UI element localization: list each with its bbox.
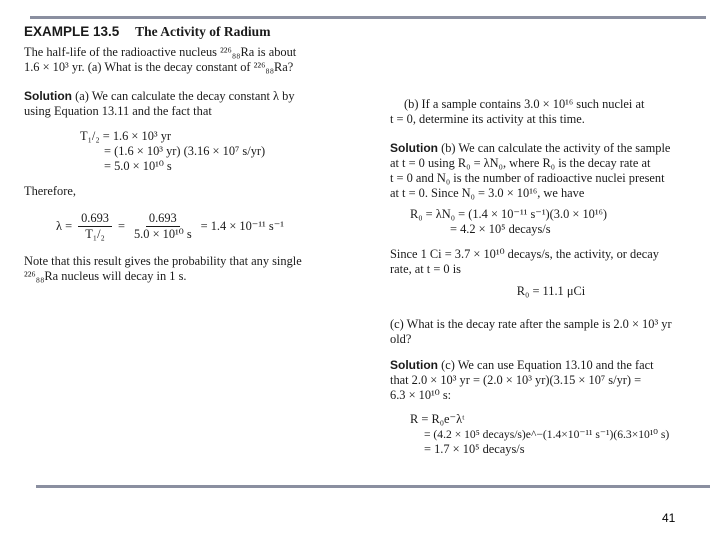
fraction-1-numerator: 0.693 bbox=[78, 211, 112, 227]
page-number: 41 bbox=[662, 511, 676, 525]
example-heading bbox=[24, 24, 370, 39]
top-rule bbox=[30, 16, 706, 19]
bottom-rule bbox=[36, 485, 710, 488]
part-c-line-1: (c) What is the decay rate after the sample is 2.0 × 10³ yr bbox=[390, 317, 672, 331]
fraction-1-denominator: T₁/₂ bbox=[85, 227, 105, 241]
part-c-line-2: old? bbox=[390, 332, 412, 346]
lambda-equation: λ = $\frac{0.693}{\text{T₁/₂}}$ = $\frac{0.693}{\text{5.0 × 10¹⁰ s}}$ = 1.4 × 10⁻¹¹ s⁻¹ bbox=[56, 211, 284, 241]
therefore-text: Therefore, bbox=[24, 184, 76, 198]
solution-c-text-1: (c) We can use Equation 13.10 and the fact bbox=[441, 358, 654, 372]
fraction-2 bbox=[131, 211, 195, 242]
left-column bbox=[24, 24, 370, 284]
half-life-eq-2: = (1.6 × 10³ yr) (3.16 × 10⁷ s/yr) bbox=[104, 144, 266, 158]
solution-b-line-3: t = 0 and N₀ is the number of radioactive nuclei present bbox=[390, 171, 665, 185]
activity-eq-2: = 4.2 × 10⁵ decays/s bbox=[450, 222, 551, 236]
solution-label: Solution bbox=[24, 89, 72, 103]
solution-a-line-1 bbox=[24, 89, 370, 104]
intro-line-2: 1.6 × 10³ yr. (a) What is the decay constant of ²²⁶₈₈Ra? bbox=[24, 60, 294, 74]
solution-a-line-2: using Equation 13.11 and the fact that bbox=[24, 104, 212, 118]
note-line-2: ²²⁶₈₈Ra nucleus will decay in 1 s. bbox=[24, 269, 187, 283]
note-line-1: Note that this result gives the probability that any single bbox=[24, 254, 302, 268]
fraction-2-denominator: 5.0 × 10¹⁰ s bbox=[133, 227, 192, 241]
intro-line-1: The half-life of the radioactive nucleus ²²⁶₈₈Ra is about bbox=[24, 45, 297, 59]
solution-b-line-1 bbox=[390, 141, 712, 156]
fraction-1 bbox=[78, 211, 112, 242]
solution-c-line-2: that 2.0 × 10³ yr = (2.0 × 10³ yr)(3.15 × 10⁷ s/yr) = bbox=[390, 373, 642, 387]
since-line-2: rate, at t = 0 is bbox=[390, 262, 461, 276]
half-life-eq-3: = 5.0 × 10¹⁰ s bbox=[104, 159, 172, 173]
solution-b-text-1: (b) We can calculate the activity of the sample bbox=[441, 141, 671, 155]
fraction-2-numerator: 0.693 bbox=[146, 211, 180, 227]
example-title: The Activity of Radium bbox=[135, 24, 271, 39]
activity-eq-1: R₀ = λN₀ = (1.4 × 10⁻¹¹ s⁻¹)(3.0 × 10¹⁶) bbox=[410, 207, 608, 221]
lambda-rhs: = 1.4 × 10⁻¹¹ s⁻¹ bbox=[200, 219, 284, 233]
solution-c-line-1 bbox=[390, 358, 712, 373]
example-number: EXAMPLE 13.5 bbox=[24, 24, 120, 39]
part-b-line-1: (b) If a sample contains 3.0 × 10¹⁶ such nuclei at bbox=[404, 97, 645, 111]
half-life-eq-1: T₁/₂ = 1.6 × 10³ yr bbox=[80, 129, 172, 143]
solution-c-line-3: 6.3 × 10¹⁰ s: bbox=[390, 388, 452, 402]
solution-b-label: Solution bbox=[390, 141, 438, 155]
decay-rate-eq-2: = (4.2 × 10⁵ decays/s)e^−(1.4×10⁻¹¹ s⁻¹)(6.3×10¹⁰ s) bbox=[424, 428, 670, 441]
solution-a-text-1: (a) We can calculate the decay constant λ by bbox=[75, 89, 295, 103]
activity-curie: R₀ = 11.1 μCi bbox=[516, 284, 586, 298]
decay-rate-eq-1: R = R₀e⁻λᵗ bbox=[410, 412, 465, 426]
right-column bbox=[390, 97, 712, 457]
lambda-lhs: λ = bbox=[56, 219, 73, 233]
solution-b-line-4: at t = 0. Since N₀ = 3.0 × 10¹⁶, we have bbox=[390, 186, 585, 200]
part-b-line-2: t = 0, determine its activity at this time. bbox=[390, 112, 585, 126]
solution-c-label: Solution bbox=[390, 358, 438, 372]
since-line-1: Since 1 Ci = 3.7 × 10¹⁰ decays/s, the activity, or decay bbox=[390, 247, 659, 261]
solution-b-line-2: at t = 0 using R₀ = λN₀, where R₀ is the decay rate at bbox=[390, 156, 651, 170]
decay-rate-eq-3: = 1.7 × 10⁵ decays/s bbox=[424, 442, 525, 456]
